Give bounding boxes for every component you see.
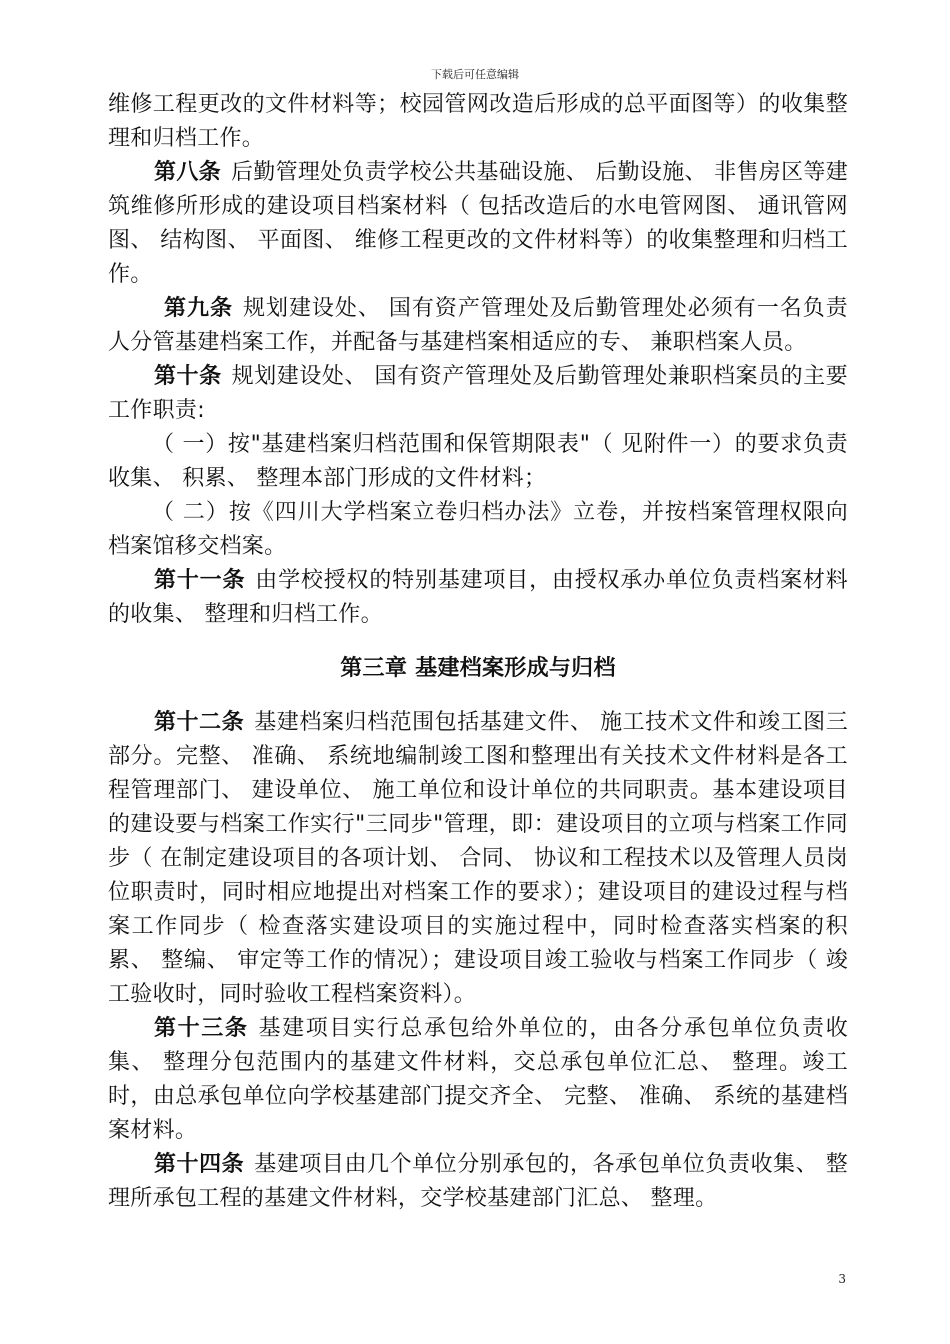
document-body (108, 88, 848, 1216)
article-text: 基建项目实行总承包给外单位的，由各分承包单位负责收集、 整理分包范围内的基建文件材料，交总承包单位汇总、 整理。竣工时，由总承包单位向学校基建部门提交齐全、 完整、 准确、 系统的基建档案材料。 (108, 1016, 848, 1143)
article-14 (108, 1148, 848, 1216)
article-text: 规划建设处、 国有资产管理处及后勤管理处必须有一名负责人分管基建档案工作，并配备与基建档案相适应的专、 兼职档案人员。 (108, 296, 848, 355)
article-label: 第八条 (154, 160, 221, 185)
article-10-item-2: （ 二）按《四川大学档案立卷归档办法》立卷，并按档案管理权限向档案馆移交档案。 (108, 500, 848, 559)
article-9 (108, 292, 848, 360)
article-11 (108, 564, 848, 632)
article-label: 第十条 (154, 364, 222, 389)
article-label: 第十四条 (154, 1152, 245, 1177)
article-10 (108, 360, 848, 428)
continuation-paragraph: 维修工程更改的文件材料等；校园管网改造后形成的总平面图等）的收集整理和归档工作。 (108, 92, 848, 151)
article-13 (108, 1012, 848, 1148)
article-label: 第十一条 (154, 568, 246, 593)
article-10-item-1: （ 一）按"基建档案归档范围和保管期限表"（ 见附件一）的要求负责收集、 积累、 整理本部门形成的文件材料； (108, 432, 848, 491)
article-8 (108, 156, 848, 292)
article-text: 基建项目由几个单位分别承包的，各承包单位负责收集、 整理所承包工程的基建文件材料，交学校基建部门汇总、 整理。 (108, 1152, 848, 1211)
article-label: 第九条 (164, 296, 233, 321)
page-header: 下载后可任意编辑 (431, 68, 519, 81)
article-text: 规划建设处、 国有资产管理处及后勤管理处兼职档案员的主要工作职责: (108, 364, 848, 423)
article-text: 由学校授权的特别基建项目，由授权承办单位负责档案材料的收集、 整理和归档工作。 (108, 568, 849, 627)
article-label: 第十二条 (154, 710, 245, 735)
page-number: 3 (838, 1272, 846, 1286)
article-label: 第十三条 (154, 1016, 249, 1041)
article-12 (108, 706, 848, 1012)
chapter-heading: 第三章 基建档案形成与归档 (340, 656, 616, 681)
article-text: 基建档案归档范围包括基建文件、 施工技术文件和竣工图三部分。完整、 准确、 系统地编制竣工图和整理出有关技术文件材料是各工程管理部门、 建设单位、 施工单位和设计单位的共同职责。基本建设项目的建设要与档案工作实行"三同步"管理，即：建设项目的立项与档案工作同步（ 在制定建设项目的各项计划、 合同、 协议和工程技术以及管理人员岗位职责时，同时相应地提出对档案工作的要求）；建设项目的建设过程与档案工作同步（ 检查落实建设项目的实施过程中，同时检查落实档案的积累、 整编、 审定等工作的情况）；建设项目竣工验收与档案工作同步（ 竣工验收时，同时验收工程档案资料）。 (108, 710, 848, 1007)
article-text: 后勤管理处负责学校公共基础设施、 后勤设施、 非售房区等建筑维修所形成的建设项目档案材料（ 包括改造后的水电管网图、 通讯管网图、 结构图、 平面图、 维修工程更改的文件材料等）的收集整理和归档工作。 (108, 160, 848, 287)
